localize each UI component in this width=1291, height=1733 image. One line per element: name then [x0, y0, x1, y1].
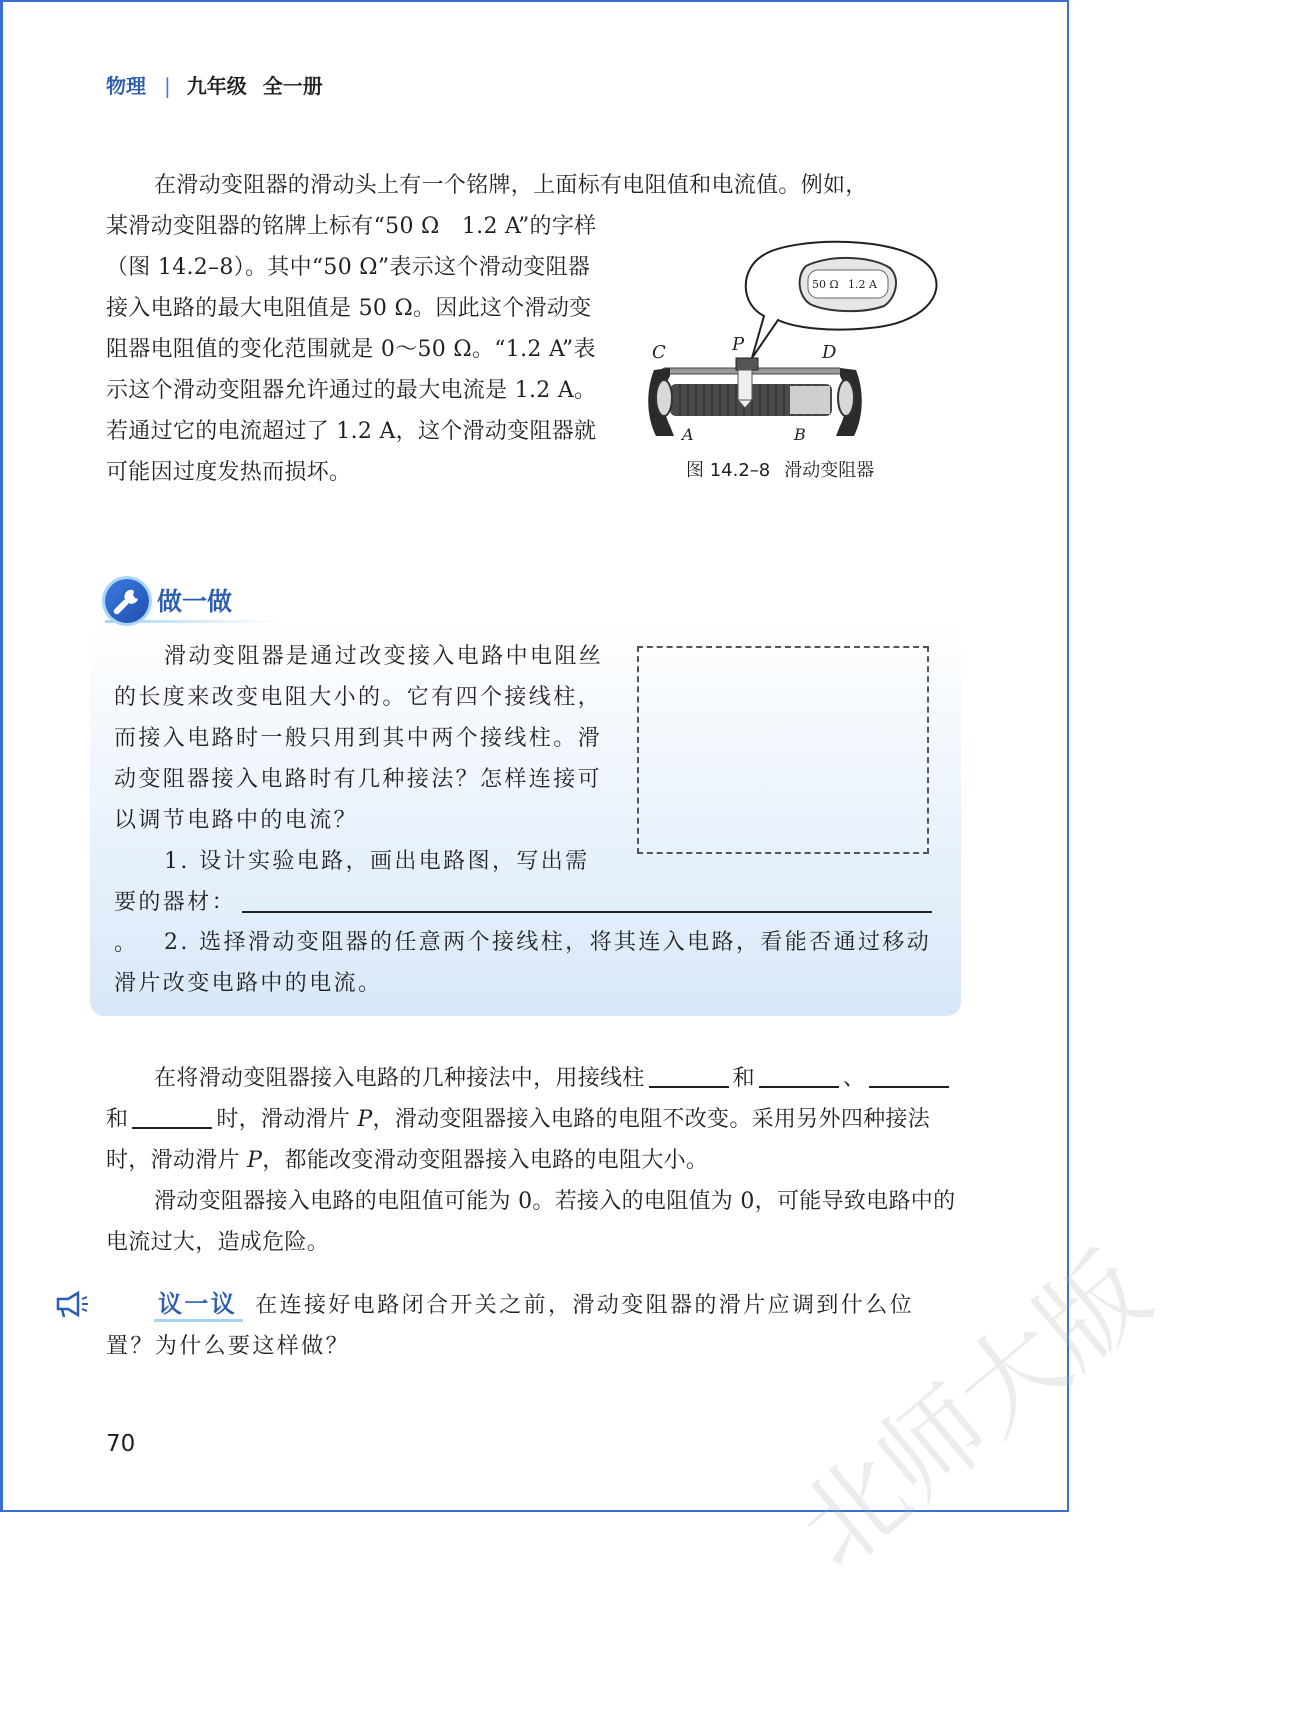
discussion-label: 议一议 [158, 1290, 238, 1318]
activity-step2: 2. 选择滑动变阻器的任意两个接线柱，将其连入电路，看能否通过移动滑片改变电路中的电流。 [114, 930, 932, 996]
figure-title: 滑动变阻器 [784, 460, 875, 481]
slider-head [736, 358, 758, 370]
p2-and-2: 和 [106, 1107, 129, 1132]
figure-number: 图 14.2–8 [686, 460, 771, 481]
activity-title: 做一做 [157, 587, 233, 616]
paragraph1-first-line: 在滑动变阻器的滑动头上有一个铭牌，上面标有电阻值和电流值。例如， [154, 173, 868, 198]
header-grade: 九年级 [186, 74, 247, 98]
activity-heading [105, 578, 265, 624]
activity-instructions: 滑动变阻器是通过改变接入电路中电阻丝的长度来改变电阻大小的。它有四个接线柱，而接入电路时一般只用到其中两个接线柱。滑动变阻器接入电路时有几种接法？怎样连接可以调节电路中的电流？ [114, 644, 604, 833]
rheostat-figure [640, 240, 940, 460]
paragraph2 [106, 1058, 956, 1181]
p2-text-1: 在将滑动变阻器接入电路的几种接法中，用接线柱 [154, 1066, 645, 1091]
nameplate-resistance: 50 Ω [812, 278, 839, 291]
wrench-icon [105, 579, 149, 623]
p2-text-2: 时，滑动滑片 [216, 1107, 351, 1132]
running-header [106, 70, 323, 99]
header-subject: 物理 [106, 74, 146, 98]
discussion-block [106, 1284, 956, 1367]
equipment-blank[interactable] [242, 887, 932, 913]
p2-and-1: 和 [732, 1066, 755, 1091]
terminal-blank-1[interactable] [649, 1064, 729, 1088]
circuit-drawing-area[interactable] [637, 646, 929, 854]
page-frame-top [0, 0, 1069, 2]
page-number: 70 [106, 1431, 136, 1457]
p2-text-3: ，滑动变阻器接入电路的电阻不改变。采用另外四种接法时，滑动滑片 [106, 1107, 931, 1173]
figure-caption [686, 456, 874, 482]
rheostat-illustration [640, 240, 940, 460]
equipment-label: 要的器材： [114, 890, 237, 915]
label-p: P [732, 334, 745, 355]
activity-step1-line1: 1. 设计实验电路，画出电路图，写出需 [164, 849, 590, 874]
terminal-blank-3[interactable] [869, 1064, 949, 1088]
publisher-watermark: 北师大版 [774, 1230, 1172, 1592]
terminal-blank-2[interactable] [759, 1064, 839, 1088]
label-c: C [652, 342, 666, 363]
label-d: D [822, 342, 837, 363]
paragraph3: 滑动变阻器接入电路的电阻值可能为 0。若接入的电阻值为 0，可能导致电路中的电流过大，造成危险。 [106, 1189, 956, 1255]
paragraph1-rest: 某滑动变阻器的铭牌上标有“50 Ω 1.2 A”的字样（图 14.2–8）。其中“50 Ω”表示这个滑动变阻器接入电路的最大电阻值是 50 Ω。因此这个滑动变阻器电阻值的变化范围就是 0～50 Ω。“1.2 A”表示这个滑动变阻器允许通过的最大电流是 1.2 A。若通过它的电流超过了 1.2 A，这个滑动变阻器就可能因过度发热而损坏。 [106, 214, 597, 485]
megaphone-icon [50, 1289, 90, 1319]
p2-text-4: ，都能改变滑动变阻器接入电路的电阻大小。 [262, 1148, 709, 1173]
label-b: B [794, 425, 806, 444]
header-separator: | [164, 74, 171, 98]
p2-comma: 、 [842, 1066, 866, 1091]
header-volume: 全一册 [262, 74, 323, 98]
label-a: A [682, 425, 694, 444]
page-frame-left [0, 0, 3, 1512]
discussion-question: 在连接好电路闭合开关之前，滑动变阻器的滑片应调到什么位置？为什么要这样做？ [106, 1293, 915, 1359]
equipment-end: 。 [114, 931, 139, 956]
p2-var-p-2: P [247, 1148, 263, 1173]
nameplate-current: 1.2 A [848, 278, 877, 291]
p2-var-p-1: P [357, 1107, 373, 1132]
terminal-blank-4[interactable] [132, 1105, 212, 1129]
